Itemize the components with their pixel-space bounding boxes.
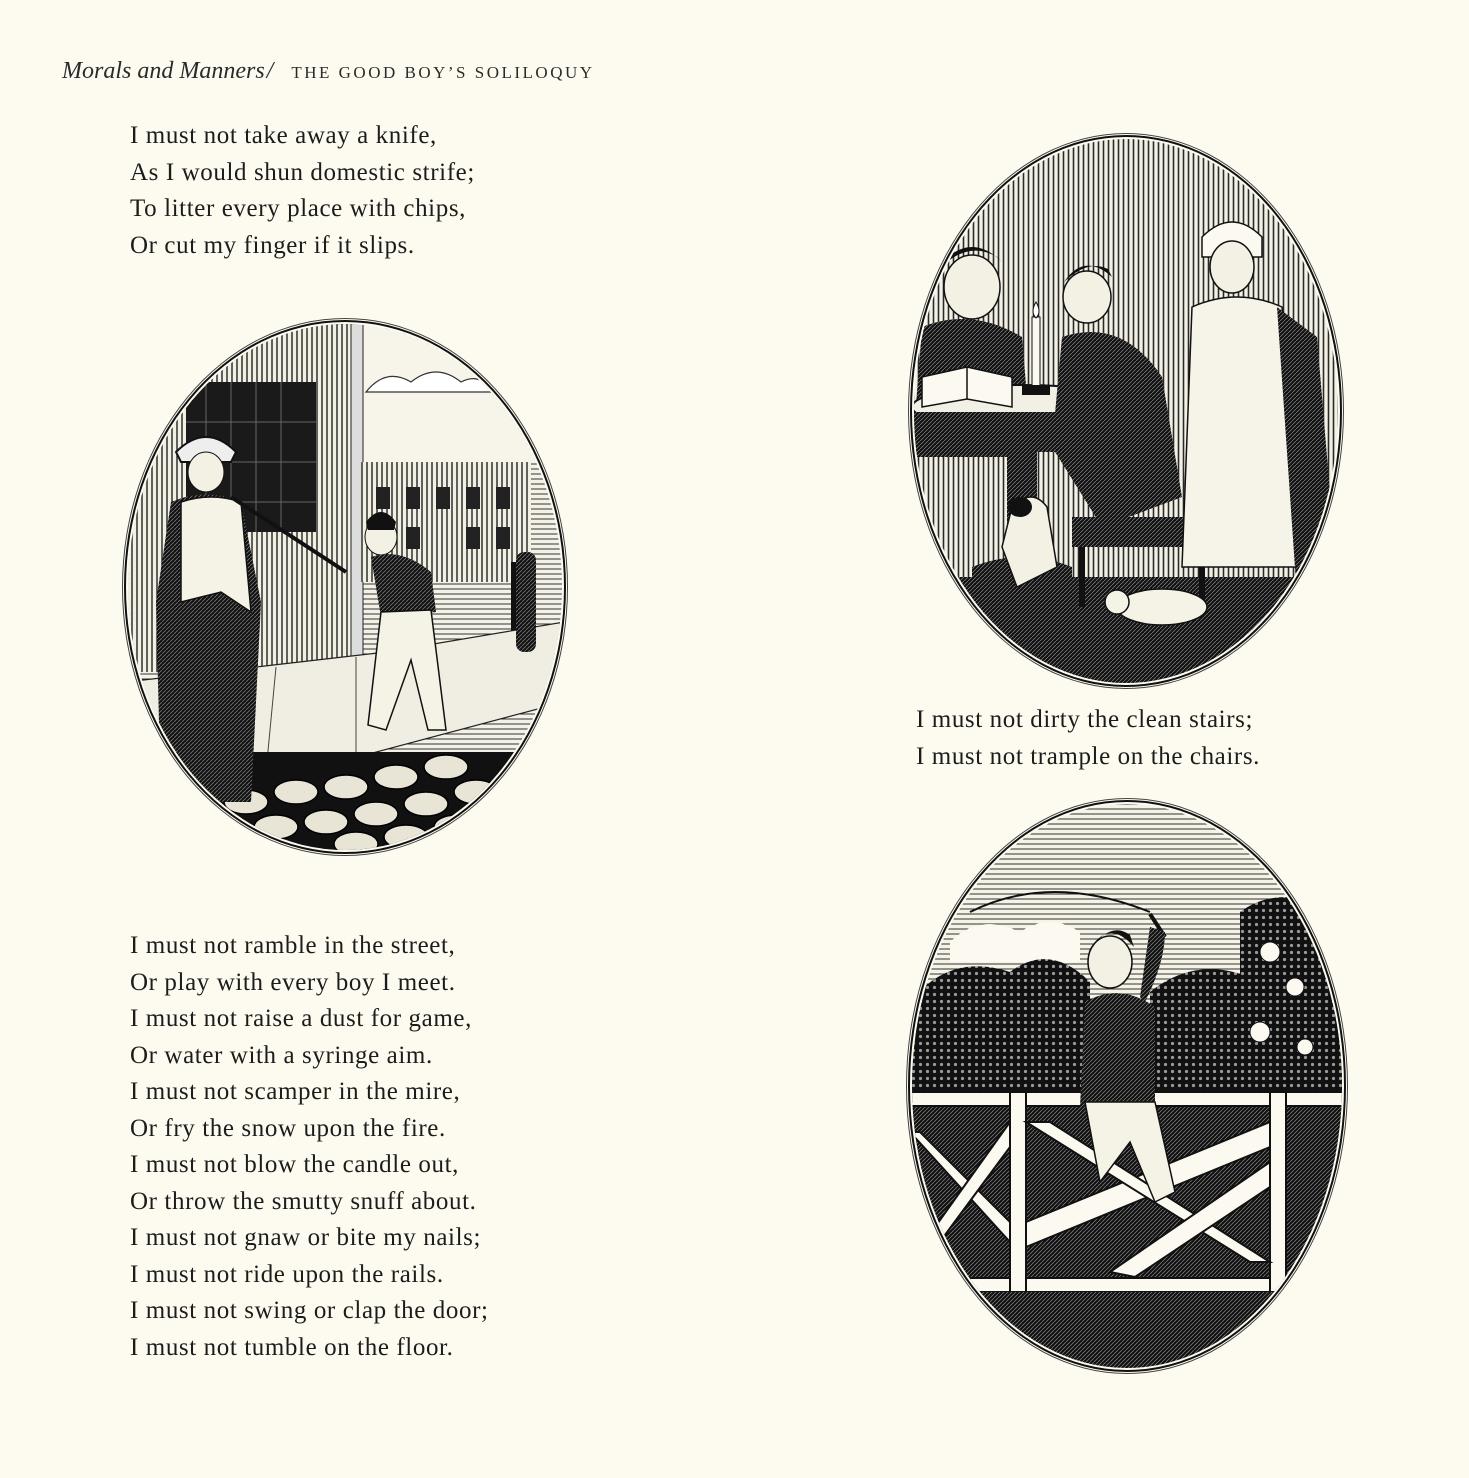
running-header xyxy=(62,58,595,85)
chapter-title: THE GOOD BOY’S SOLILOQUY xyxy=(291,63,595,82)
section-title: Morals and Manners xyxy=(62,58,265,84)
verse-line: Or throw the smutty snuff about. xyxy=(130,1187,477,1215)
stanza-knife xyxy=(130,118,475,264)
verse-line: I must not gnaw or bite my nails; xyxy=(130,1224,482,1251)
engraving-family-table-candle xyxy=(910,135,1342,687)
verse-line: Or cut my finger if it slips. xyxy=(130,231,415,259)
engraving-boy-on-fence-whip xyxy=(908,800,1346,1372)
verse-line: I must not tumble on the floor. xyxy=(130,1333,454,1361)
verse-line: I must not trample on the chairs. xyxy=(916,742,1261,770)
verse-line: I must not take away a knife, xyxy=(130,122,437,149)
verse-line: I must not blow the candle out, xyxy=(130,1151,459,1178)
verse-line: I must not ride upon the rails. xyxy=(130,1260,444,1288)
verse-line: Or water with a syringe aim. xyxy=(130,1041,433,1069)
header-separator: / xyxy=(266,58,274,84)
verse-line: To litter every place with chips, xyxy=(130,195,466,222)
verse-line: I must not dirty the clean stairs; xyxy=(916,706,1254,733)
verse-line: I must not scamper in the mire, xyxy=(130,1078,461,1105)
verse-line: Or play with every boy I meet. xyxy=(130,968,456,996)
verse-line: I must not ramble in the street, xyxy=(130,932,456,959)
verse-line: As I would shun domestic strife; xyxy=(130,158,475,186)
verse-line: I must not swing or clap the door; xyxy=(130,1297,489,1324)
verse-line: Or fry the snow upon the fire. xyxy=(130,1114,446,1142)
engraving-boy-syringe-woman-street xyxy=(124,320,566,854)
stanza-stairs xyxy=(916,702,1260,775)
stanza-street-rules xyxy=(130,928,489,1366)
verse-line: I must not raise a dust for game, xyxy=(130,1005,472,1032)
